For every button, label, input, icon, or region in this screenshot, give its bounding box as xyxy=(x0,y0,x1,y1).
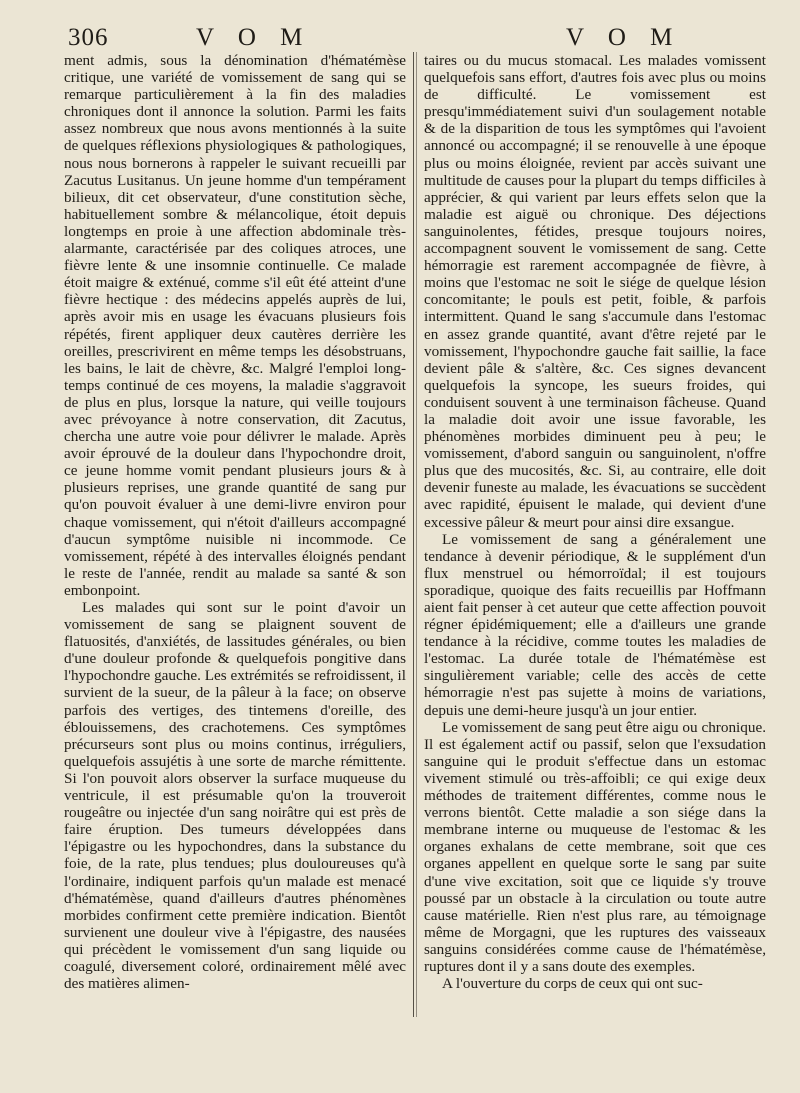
column-divider xyxy=(413,52,414,1017)
page-number: 306 xyxy=(68,24,109,51)
left-paragraph-1: ment admis, sous la dénomination d'hématémèse critique, une variété de vomissement de sang qui se remarque particulièrement à la fin des maladies chroniques dont il annonce la solution. Parmi les faits assez nombreux que nous avons mentionnés à la suite de quelques réflexions physiologiques & pathologiques, nous nous bornerons à rappeler le suivant recueilli par Zacutus Lusitanus. Un jeune homme d'un tempérament bilieux, dit cet observateur, d'une constitution sèche, habituellement sombre & mélancolique, étoit depuis longtemps en proie à une affection abdominale très-alarmante, caractérisée par des coliques atroces, une fièvre lente & une insomnie continuelle. Ce malade étoit maigre & exténué, comme s'il eût été atteint d'une fièvre hectique : des médecins appelés auprès de lui, après avoir mis en usage les évacuans plusieurs fois répétés, firent appliquer deux cautères derrière les oreilles, prescrivirent en même temps les désobstruans, les bains, le lait de chèvre, &c. Malgré l'emploi long-temps continué de ces moyens, la maladie s'aggravoit de plus en plus, lorsque la nature, qui veille toujours avec prévoyance à notre conservation, dit Zacutus, chercha une autre voie pour délivrer le malade. Après avoir éprouvé de la douleur dans l'hypochondre droit, ce jeune homme vomit pendant plusieurs jours & à plusieurs reprises, une grande quantité de sang pur qu'on pouvoit évaluer à une demi-livre environ pour chaque vomissement, qui n'étoit d'ailleurs accompagné d'aucun symptôme nuisible ni incommode. Ce vomissement, répété à des intervalles éloignés pendant le reste de l'année, rendit au malade sa santé & son embonpoint. xyxy=(64,52,406,599)
right-paragraph-3: Le vomissement de sang peut être aigu ou chronique. Il est également actif ou passif, selon que l'exsudation sanguine qui le produit s'effectue dans un estomac vivement stimulé ou très-affoibli; ce qui exige deux méthodes de traitement différentes, comme nous le verrons bientôt. Cette maladie a son siége dans la membrane interne ou muqueuse de l'estomac & les organes exhalans de cette membrane, soit que ces organes appellent en quelque sorte le sang par suite d'une vive excitation, soit que ce liquide s'y trouve poussé par un obstacle à la circulation ou toute autre cause matérielle. Rien n'est plus rare, au témoignage même de Morgagni, que les ruptures des vaisseaux sanguins considérées comme cause de l'hématémèse, ruptures dont il y a sans doute des exemples. xyxy=(424,718,766,975)
left-column xyxy=(64,52,406,992)
right-paragraph-4: A l'ouverture du corps de ceux qui ont suc- xyxy=(442,975,703,993)
right-column xyxy=(424,52,766,992)
right-paragraph-1: taires ou du mucus stomacal. Les malades vomissent quelquefois sans effort, d'autres fois avec plus ou moins de difficulté. Le vomissement est presqu'immédiatement suivi d'un soulagement notable & de la disparition de tous les symptômes qui l'avoient annoncé ou accompagné; il se renouvelle à une époque plus ou moins éloignée, revient par accès suivant une multitude de causes pour la plupart du temps difficiles à apprécier, & qui varient par leurs effets selon que la maladie est aiguë ou chronique. Des déjections sanguinolentes, fétides, presque toujours noires, accompagnent souvent le vomissement de sang. Cette hémorragie est rarement accompagnée de fièvre, à moins que l'estomac ne soit le siége de quelque lésion concomitante; le pouls est petit, foible, & parfois intermittent. Quand le sang s'accumule dans l'estomac en assez grande quantité, avant d'être rejeté par le vomissement, l'hypochondre gauche fait saillie, la face devient pâle & s'altère, &c. Ces signes devancent quelquefois la syncope, les sueurs froides, qui conduisent souvent à une terminaison fâcheuse. Quand la maladie doit avoir une issue favorable, les phénomènes morbides diminuent peu à peu; le vomissement, d'abord sanguin ou sanguinolent, n'offre plus que des mucosités, &c. Si, au contraire, elle doit devenir funeste au malade, les évacuations se succèdent avec rapidité, épuisent le malade, qui devient d'une excessive pâleur & meurt pour ainsi dire exsangue. xyxy=(424,52,766,531)
right-paragraph-2: Le vomissement de sang a généralement une tendance à devenir périodique, & le supplément d'un flux menstruel ou hémorroïdal; il est toujours sporadique, quoique des faits recueillis par Hoffmann aient fait penser à cet auteur que cette affection pouvoit régner épidémiquement; elle a d'ailleurs une grande tendance à la récidive, comme toutes les maladies de l'estomac. La durée totale de l'hématémèse est singulièrement variable; celle des accès de cette hémorragie n'est pas sujette à moins de variations, depuis une demi-heure jusqu'à un jour entier. xyxy=(424,530,766,719)
running-head-right: V O M xyxy=(566,24,682,51)
column-divider-secondary xyxy=(416,52,417,1017)
running-head-left: V O M xyxy=(196,24,312,51)
left-paragraph-2: Les malades qui sont sur le point d'avoir un vomissement de sang se plaignent souvent de flatuosités, d'anxiétés, de lassitudes générales, ou bien d'une douleur profonde & quelquefois pongitive dans l'hypochondre gauche. Les extrémités se refroidissent, il survient de la sueur, de la pâleur à la face; on observe parfois des vertiges, des tintemens d'oreille, des éblouissemens, des crachotemens. Ces symptômes précurseurs sont plus ou moins continus, irréguliers, quelquefois assujétis à une sorte de marche rémittente. Si l'on pouvoit alors observer la surface muqueuse du ventricule, il est présumable qu'on la trouveroit rougeâtre ou injectée d'un sang noirâtre qui est près de faire éruption. Des tumeurs développées dans l'épigastre ou les hypochondres, dans la substance du foie, de la rate, plus tendues; plus douloureuses qu'à l'ordinaire, indiquent parfois qu'un malade est menacé d'hématémèse, quand d'ailleurs d'autres phénomènes morbides confirment cette première indication. Bientôt survienent une douleur vive à l'épigastre, des nausées qui précèdent le vomissement d'un sang liquide ou coagulé, diversement coloré, ordinairement mêlé avec des matières alimen- xyxy=(64,599,406,993)
